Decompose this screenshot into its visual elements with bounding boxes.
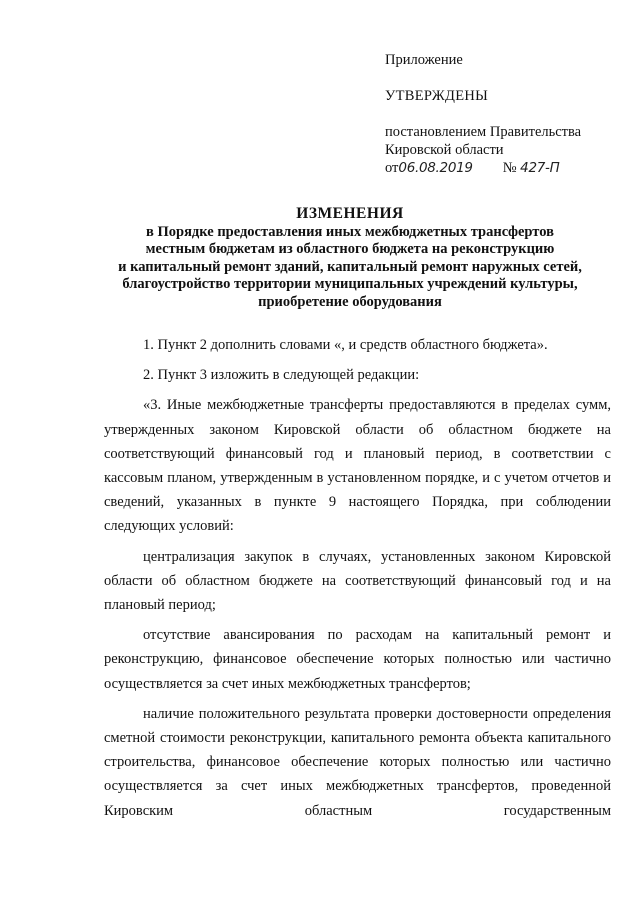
paragraph-5: отсутствие авансирования по расходам на капитальный ремонт и реконструкцию, финансовое обеспечение которых полностью или частично осуществляется за счет иных межбюджетных трансфертов; (104, 627, 611, 692)
title-line-2: местным бюджетам из областного бюджета на реконструкцию (145, 241, 555, 257)
paragraph-3: «3. Иные межбюджетные трансферты предоставляются в пределах сумм, утвержденных законом Кировской области об областном бюджете на соответствующий финансовый год и плановый период, в соответствии с кассовым планом, утвержденным в установленном порядке, и с учетом отчетов и сведений, указанных в пункте 9 настоящего Порядка, при соблюдении следующих условий: (104, 397, 611, 535)
title-line-4: благоустройство территории муниципальных учреждений культуры, (122, 276, 578, 292)
title-main: ИЗМЕНЕНИЯ (296, 205, 404, 222)
title-line-5: приобретение оборудования (258, 293, 442, 310)
title-line-1: в Порядке предоставления иных межбюджетных трансфертов (146, 223, 554, 240)
title-line-3: и капитальный ремонт зданий, капитальный ремонт наружных сетей, (118, 258, 582, 275)
paragraph-1: 1. Пункт 2 дополнить словами «, и средств областного бюджета». (143, 337, 548, 353)
decree-line-1: постановлением Правительства (385, 124, 582, 140)
paragraph-2: 2. Пункт 3 изложить в следующей редакции: (143, 367, 420, 384)
paragraph-6: наличие положительного результата проверки достоверности определения сметной стоимости реконструкции, капитального ремонта объекта капитального строительства, финансовое обеспечение которых полностью или частично осуществляется за счет иных межбюджетных трансфертов, проведенной Кировским областным государственным (104, 705, 611, 819)
paragraph-4: централизация закупок в случаях, установленных законом Кировской области об областном бюджете на соответствующий финансовый год и на плановый период; (104, 548, 611, 614)
handwritten-date: 06.08.2019 (398, 160, 473, 176)
handwritten-number: 427-П (520, 160, 560, 176)
number-label: № (502, 160, 517, 176)
approval-block (385, 51, 625, 177)
appendix-label: Приложение (385, 52, 463, 68)
approved-label: УТВЕРЖДЕНЫ (385, 88, 489, 104)
document-title (60, 205, 640, 311)
from-label: от (385, 160, 399, 176)
document-body (104, 333, 611, 829)
decree-date-number (385, 159, 625, 177)
decree-line-2: Кировской области (385, 142, 504, 158)
